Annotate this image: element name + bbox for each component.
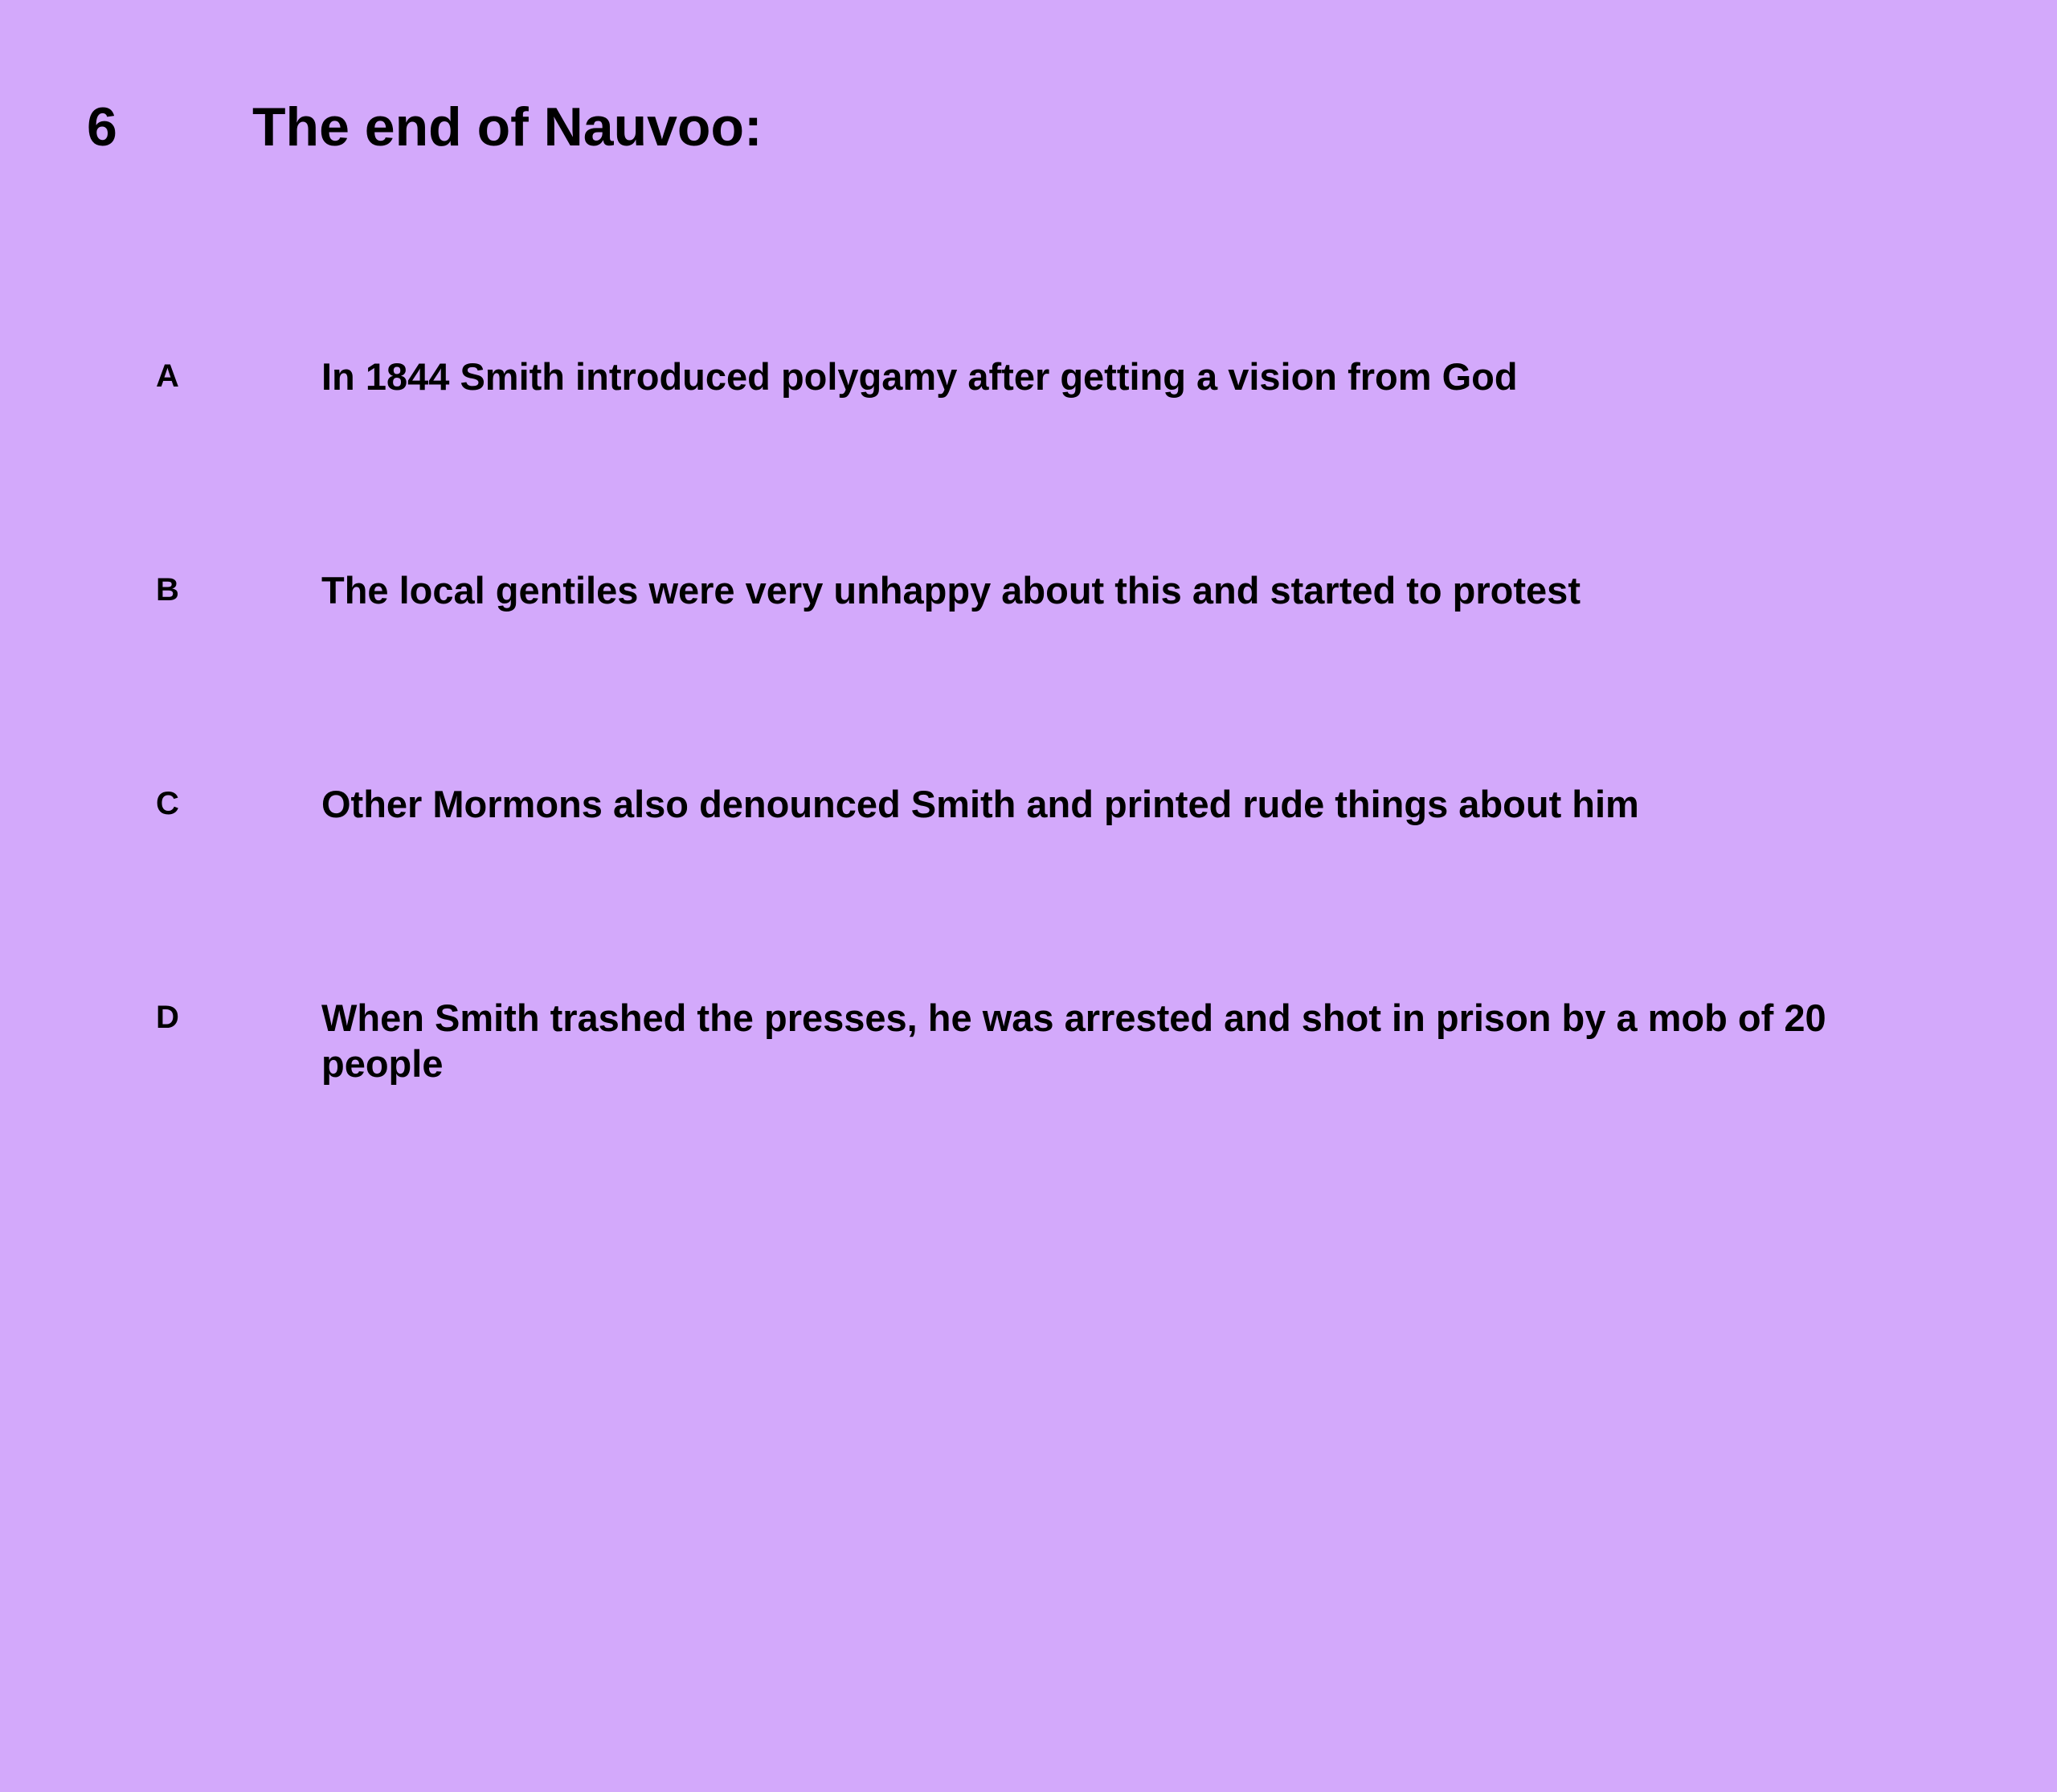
item-letter: B [156, 572, 179, 608]
item-letter: D [156, 1000, 179, 1035]
item-text: Other Mormons also denounced Smith and printed rude things about him [321, 783, 1639, 825]
slide-number: 6 [87, 96, 117, 158]
item-text: In 1844 Smith introduced polygamy after getting a vision from God [321, 355, 1518, 398]
item-text: The local gentiles were very unhappy about this and started to protest [321, 569, 1581, 612]
item-text: When Smith trashed the presses, he was arrested and shot in prison by a mob of 20 people [321, 996, 1826, 1085]
item-letter: C [156, 786, 179, 821]
slide-title: The end of Nauvoo: [252, 96, 763, 158]
item-letter: A [156, 358, 179, 394]
